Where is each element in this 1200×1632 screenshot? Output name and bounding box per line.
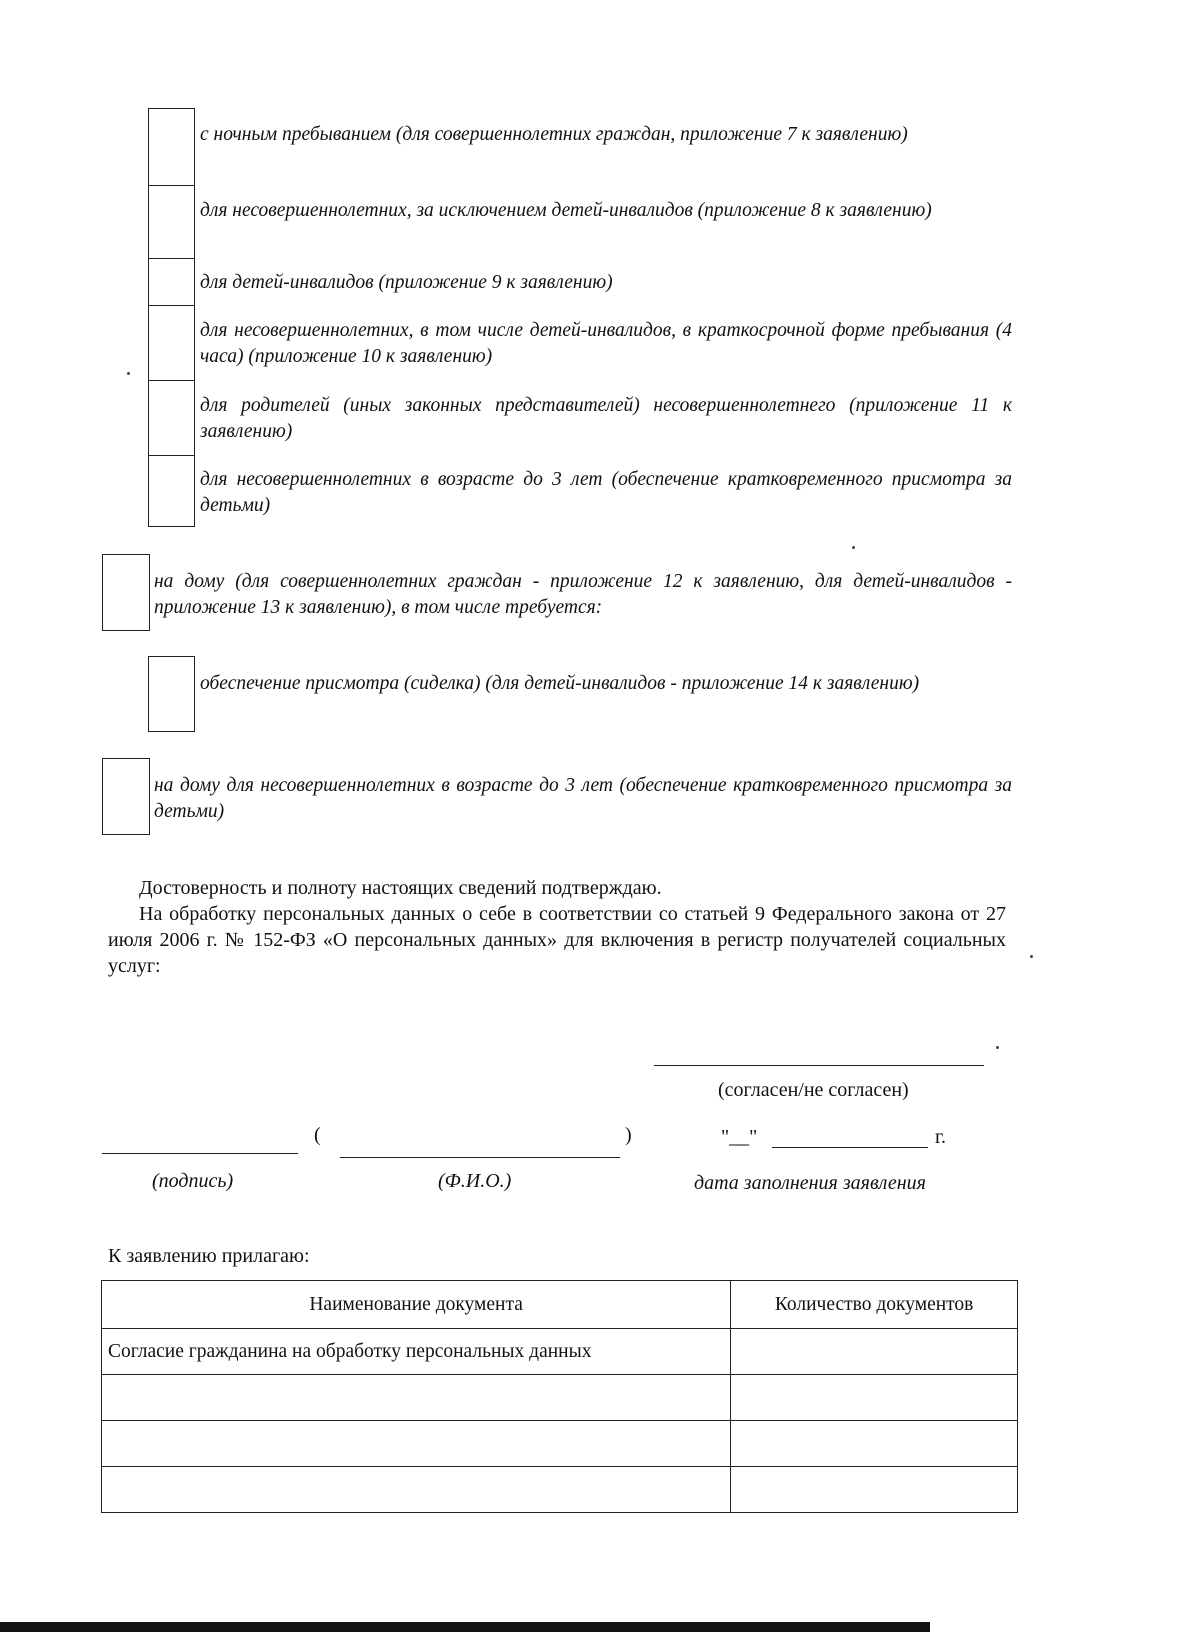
option-inpatient-4: для несовершеннолетних, в том числе детей-инвалидов, в краткосрочной форме пребывания (4 часа) (приложение 10 к заявлению)	[200, 320, 1012, 367]
fio-open-paren: (	[314, 1124, 321, 1146]
option-home-infants: на дому для несовершеннолетних в возрасте до 3 лет (обеспечение кратковременного присмотра за детьми)	[154, 775, 1012, 822]
option-care: обеспечение присмотра (сиделка) (для детей-инвалидов - приложение 14 к заявлению)	[200, 673, 920, 694]
table-row	[102, 1421, 1018, 1467]
document-name-cell[interactable]	[102, 1467, 731, 1513]
document-count-cell[interactable]	[731, 1375, 1018, 1421]
attachments-heading: К заявлению прилагаю:	[108, 1245, 310, 1267]
column-header-count: Количество документов	[731, 1281, 1018, 1329]
consent-paragraph: На обработку персональных данных о себе в соответствии со статьей 9 Федерального закона от 27 июля 2006 г. № 152-ФЗ «О персональных данных» для включения в регистр получателей социальных услуг:	[108, 903, 1006, 977]
table-header-row	[102, 1281, 1018, 1329]
checkbox-inpatient-1[interactable]	[148, 108, 195, 186]
table-row	[102, 1375, 1018, 1421]
checkbox-inpatient-2[interactable]	[148, 185, 195, 259]
checkbox-inpatient-4[interactable]	[148, 305, 195, 381]
table-row	[102, 1467, 1018, 1513]
date-month-line[interactable]	[772, 1147, 928, 1148]
fio-label: (Ф.И.О.)	[438, 1170, 512, 1192]
document-name-cell[interactable]: Согласие гражданина на обработку персональных данных	[102, 1329, 731, 1375]
date-year-suffix: г.	[935, 1126, 946, 1148]
option-inpatient-5: для родителей (иных законных представителей) несовершеннолетнего (приложение 11 к заявлению)	[200, 395, 1012, 442]
signature-label: (подпись)	[152, 1170, 234, 1192]
scan-speck	[996, 1046, 999, 1049]
attachments-table	[101, 1280, 1018, 1513]
signature-line[interactable]	[102, 1153, 298, 1154]
table-row	[102, 1329, 1018, 1375]
option-inpatient-6: для несовершеннолетних в возрасте до 3 лет (обеспечение кратковременного присмотра за детьми)	[200, 469, 1012, 516]
checkbox-home-infants[interactable]	[102, 758, 150, 835]
date-label: дата заполнения заявления	[694, 1172, 926, 1194]
document-count-cell[interactable]	[731, 1467, 1018, 1513]
checkbox-home[interactable]	[102, 554, 150, 631]
consent-line[interactable]	[654, 1065, 984, 1066]
document-name-cell[interactable]	[102, 1375, 731, 1421]
scan-bottom-edge	[0, 1622, 930, 1632]
document-count-cell[interactable]	[731, 1329, 1018, 1375]
checkbox-inpatient-5[interactable]	[148, 380, 195, 456]
checkbox-inpatient-6[interactable]	[148, 455, 195, 527]
fio-line[interactable]	[340, 1157, 620, 1158]
option-inpatient-1: с ночным пребыванием (для совершеннолетних граждан, приложение 7 к заявлению)	[200, 124, 908, 145]
date-day-field[interactable]: "__"	[721, 1126, 758, 1148]
checkbox-care[interactable]	[148, 656, 195, 732]
scan-speck	[852, 546, 855, 549]
scan-speck	[1030, 955, 1033, 958]
scan-speck	[127, 372, 130, 375]
document-count-cell[interactable]	[731, 1421, 1018, 1467]
option-inpatient-2: для несовершеннолетних, за исключением детей-инвалидов (приложение 8 к заявлению)	[200, 200, 932, 221]
checkbox-inpatient-3[interactable]	[148, 258, 195, 306]
fio-close-paren: )	[625, 1124, 632, 1146]
confirmation-line: Достоверность и полноту настоящих сведений подтверждаю.	[139, 877, 662, 899]
option-home: на дому (для совершеннолетних граждан - приложение 12 к заявлению, для детей-инвалидов - приложение 13 к заявлению), в том числе требуется:	[154, 571, 1012, 618]
option-inpatient-3: для детей-инвалидов (приложение 9 к заявлению)	[200, 272, 613, 293]
column-header-name: Наименование документа	[102, 1281, 731, 1329]
consent-label: (согласен/не согласен)	[718, 1079, 909, 1101]
document-name-cell[interactable]	[102, 1421, 731, 1467]
